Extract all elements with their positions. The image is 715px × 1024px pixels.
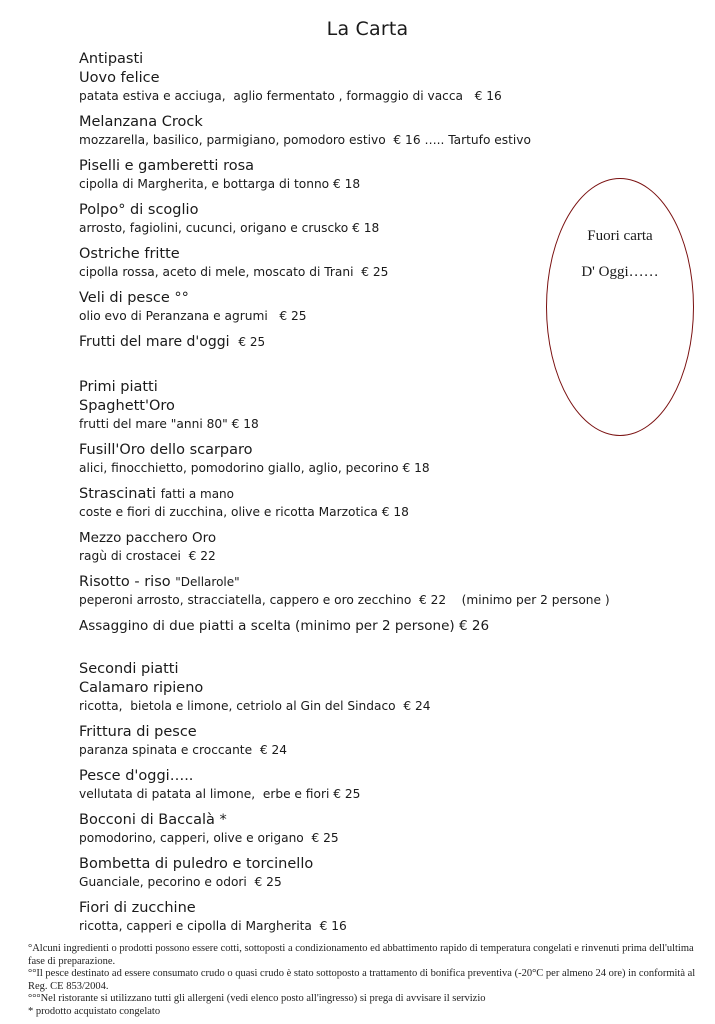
dish-name: Assaggino di due piatti a scelta (minimo per 2 persone) € 26 bbox=[79, 618, 490, 634]
footnotes bbox=[28, 943, 708, 1018]
dish-name-note: fatti a mano bbox=[160, 487, 234, 501]
dish-name: Calamaro ripieno bbox=[79, 680, 204, 696]
dish-name-text: Risotto - riso bbox=[79, 574, 171, 590]
dish bbox=[79, 113, 679, 148]
dish-description: mozzarella, basilico, parmigiano, pomodoro estivo € 16 ….. Tartufo estivo bbox=[79, 133, 531, 147]
dish-description: paranza spinata e croccante € 24 bbox=[79, 743, 287, 757]
dish-description: coste e fiori di zucchina, olive e ricotta Marzotica € 18 bbox=[79, 505, 409, 519]
special-oval bbox=[546, 178, 694, 436]
dish-description: olio evo di Peranzana e agrumi € 25 bbox=[79, 309, 307, 323]
dish bbox=[79, 441, 679, 476]
dish-name bbox=[79, 573, 679, 592]
dish-name: Frittura di pesce bbox=[79, 724, 197, 740]
dish-description: patata estiva e acciuga, aglio fermentato , formaggio di vacca € 16 bbox=[79, 89, 502, 103]
dish-name: Frutti del mare d'oggi bbox=[79, 334, 230, 350]
dish-name-text: Strascinati bbox=[79, 486, 157, 502]
dish bbox=[79, 69, 679, 104]
dish-description: ragù di crostacei € 22 bbox=[79, 549, 216, 563]
dish bbox=[79, 855, 679, 890]
dish-name: Polpo° di scoglio bbox=[79, 202, 199, 218]
footnote: °°°Nel ristorante si utilizzano tutti gli allergeni (vedi elenco posto all'ingresso) si prega di avvisare il servizio bbox=[28, 993, 486, 1004]
section-title: Secondi piatti bbox=[79, 661, 179, 677]
dish-name: Ostriche fritte bbox=[79, 246, 180, 262]
dish-name: Uovo felice bbox=[79, 70, 160, 86]
dish-description: cipolla rossa, aceto di mele, moscato di Trani € 25 bbox=[79, 265, 389, 279]
dish bbox=[79, 529, 679, 564]
menu-body bbox=[79, 50, 679, 943]
dish-description: ricotta, capperi e cipolla di Margherita € 16 bbox=[79, 919, 347, 933]
footnote: * prodotto acquistato congelato bbox=[28, 1005, 161, 1017]
section-title: Primi piatti bbox=[79, 379, 158, 395]
footnote: °Alcuni ingredienti o prodotti possono essere cotti, sottoposti a condizionamento ed abbattimento rapido di temperatura congelati e rinvenuti prima dell'ultima fase di preparazione. bbox=[28, 943, 694, 967]
footnote: °°Il pesce destinato ad essere consumato crudo o quasi crudo è stato sottoposto a trattamento di bonifica preventiva (-20°C per almeno 24 ore) in conformità al Reg. CE 853/2004. bbox=[28, 968, 696, 992]
dish-description: peperoni arrosto, stracciatella, cappero e oro zecchino € 22 (minimo per 2 persone ) bbox=[79, 593, 610, 607]
dish-price: € 25 bbox=[238, 335, 266, 349]
page-title: La Carta bbox=[326, 18, 409, 40]
dish-description: pomodorino, capperi, olive e origano € 25 bbox=[79, 831, 339, 845]
section-gap bbox=[79, 644, 679, 660]
dish bbox=[79, 899, 679, 934]
dish-description: cipolla di Margherita, e bottarga di tonno € 18 bbox=[79, 177, 361, 191]
dish-description: vellutata di patata al limone, erbe e fiori € 25 bbox=[79, 787, 361, 801]
dish-name: Melanzana Crock bbox=[79, 114, 203, 130]
dish bbox=[79, 573, 679, 608]
dish-description: Guanciale, pecorino e odori € 25 bbox=[79, 875, 282, 889]
dish bbox=[79, 811, 679, 846]
section-title: Antipasti bbox=[79, 51, 144, 67]
special-sublabel: D' Oggi…… bbox=[581, 264, 659, 280]
dish-name-note: "Dellarole" bbox=[175, 575, 240, 589]
dish-description: frutti del mare "anni 80" € 18 bbox=[79, 417, 259, 431]
dish bbox=[79, 723, 679, 758]
dish-name: Veli di pesce °° bbox=[79, 290, 189, 306]
dish-name: Fiori di zucchine bbox=[79, 900, 196, 916]
dish bbox=[79, 157, 679, 192]
section-secondi bbox=[79, 660, 679, 934]
dish bbox=[79, 617, 679, 635]
dish-name: Bombetta di puledro e torcinello bbox=[79, 856, 314, 872]
dish-description: ricotta, bietola e limone, cetriolo al Gin del Sindaco € 24 bbox=[79, 699, 431, 713]
dish-name: Mezzo pacchero Oro bbox=[79, 530, 217, 546]
dish bbox=[79, 679, 679, 714]
dish-name: Bocconi di Baccalà * bbox=[79, 812, 227, 828]
dish-description: alici, finocchietto, pomodorino giallo, aglio, pecorino € 18 bbox=[79, 461, 430, 475]
dish bbox=[79, 485, 679, 520]
dish-name: Pesce d'oggi….. bbox=[79, 768, 194, 784]
dish-name: Spaghett'Oro bbox=[79, 398, 175, 414]
dish-name: Fusill'Oro dello scarparo bbox=[79, 442, 253, 458]
dish-name: Piselli e gamberetti rosa bbox=[79, 158, 255, 174]
dish-name bbox=[79, 485, 679, 504]
special-label: Fuori carta bbox=[587, 228, 653, 244]
dish bbox=[79, 767, 679, 802]
dish-description: arrosto, fagiolini, cucunci, origano e cruscko € 18 bbox=[79, 221, 380, 235]
